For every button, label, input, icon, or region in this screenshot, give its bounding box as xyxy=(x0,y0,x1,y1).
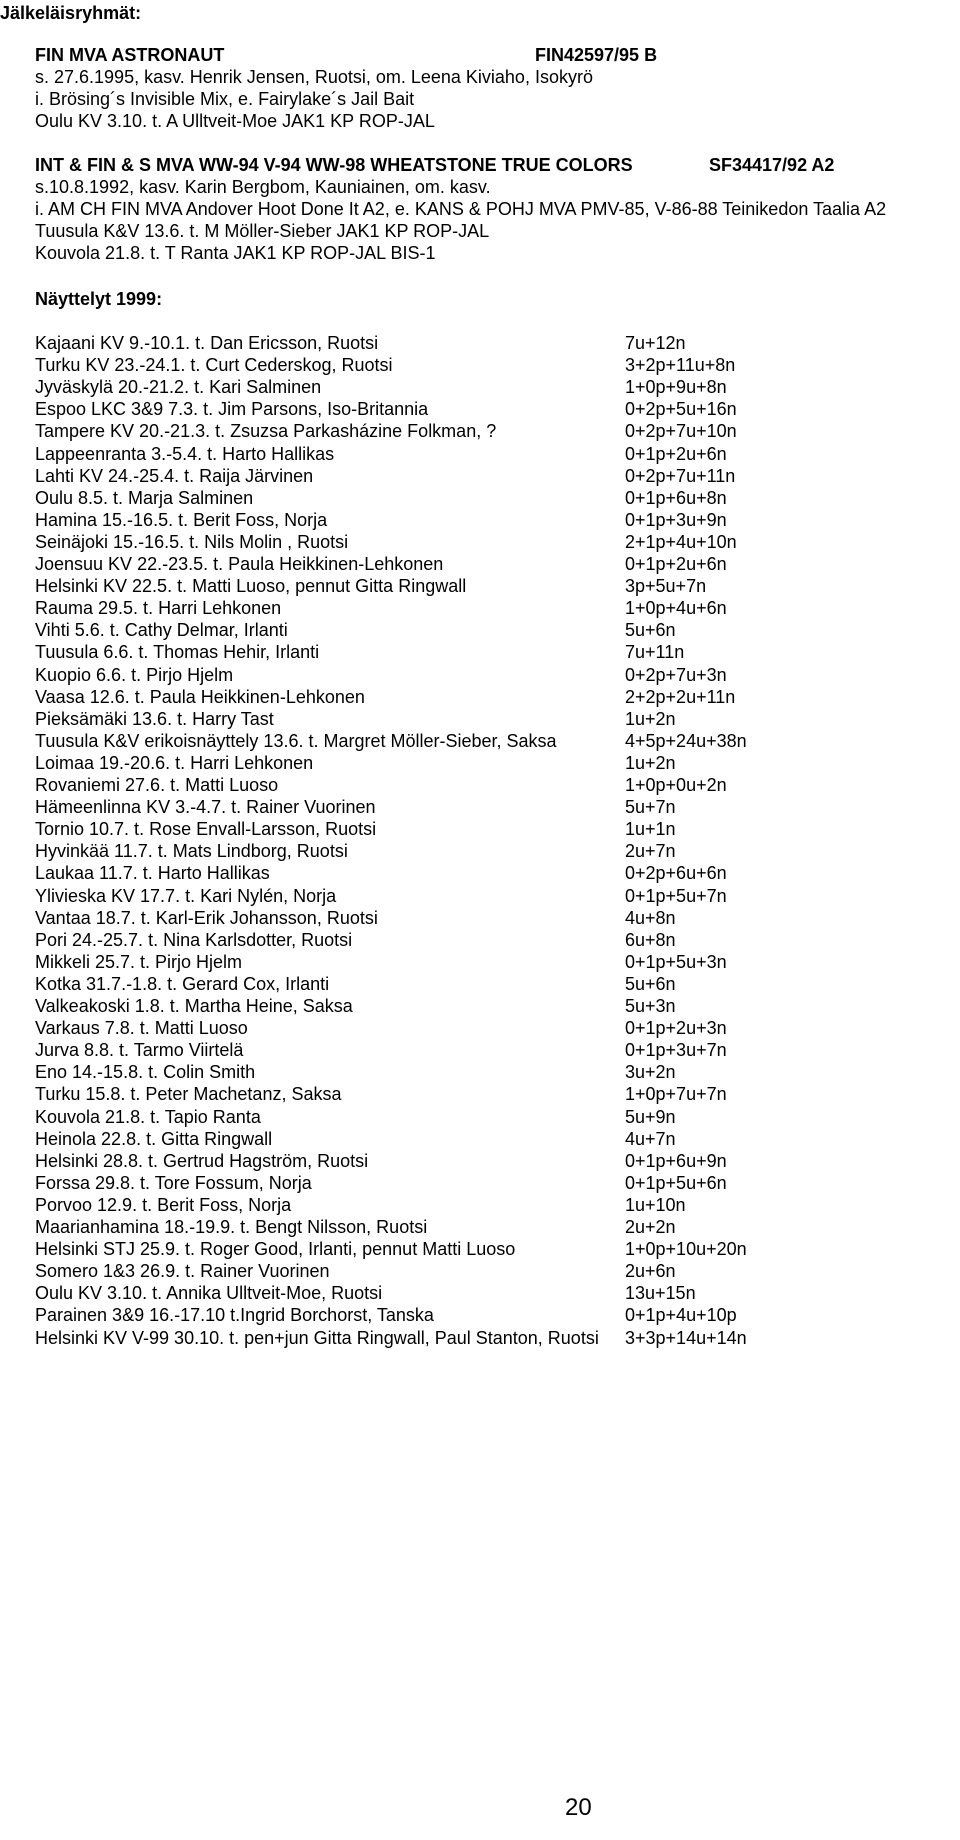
show-event: Kajaani KV 9.-10.1. t. Dan Ericsson, Ruotsi xyxy=(35,333,379,353)
show-event: Vantaa 18.7. t. Karl-Erik Johansson, Ruotsi xyxy=(35,908,378,928)
show-event: Turku KV 23.-24.1. t. Curt Cederskog, Ruotsi xyxy=(35,355,393,375)
show-event: Helsinki KV V-99 30.10. t. pen+jun Gitta Ringwall, Paul Stanton, Ruotsi xyxy=(35,1328,599,1348)
show-event: Helsinki 28.8. t. Gertrud Hagström, Ruotsi xyxy=(35,1151,369,1171)
show-event: Rauma 29.5. t. Harri Lehkonen xyxy=(35,598,282,618)
show-result: 4u+7n xyxy=(625,1129,676,1149)
show-result: 5u+6n xyxy=(625,974,676,994)
show-event: Hyvinkää 11.7. t. Mats Lindborg, Ruotsi xyxy=(35,841,348,861)
show-result: 3+3p+14u+14n xyxy=(625,1328,747,1348)
show-event: Mikkeli 25.7. t. Pirjo Hjelm xyxy=(35,952,243,972)
show-event: Tuusula K&V erikoisnäyttely 13.6. t. Margret Möller-Sieber, Saksa xyxy=(35,731,557,751)
show-event: Lahti KV 24.-25.4. t. Raija Järvinen xyxy=(35,466,314,486)
show-event: Seinäjoki 15.-16.5. t. Nils Molin , Ruotsi xyxy=(35,532,349,552)
show-event: Ylivieska KV 17.7. t. Kari Nylén, Norja xyxy=(35,886,337,906)
show-event: Porvoo 12.9. t. Berit Foss, Norja xyxy=(35,1195,292,1215)
show-event: Turku 15.8. t. Peter Machetanz, Saksa xyxy=(35,1084,342,1104)
show-event: Lappeenranta 3.-5.4. t. Harto Hallikas xyxy=(35,444,335,464)
show-result: 0+1p+2u+6n xyxy=(625,444,727,464)
dog-2-registration: SF34417/92 A2 xyxy=(709,155,835,175)
show-event: Varkaus 7.8. t. Matti Luoso xyxy=(35,1018,248,1038)
dog-1-info-line: Oulu KV 3.10. t. A Ulltveit-Moe JAK1 KP ROP-JAL xyxy=(35,111,435,131)
show-result: 0+1p+6u+9n xyxy=(625,1151,727,1171)
show-result: 2u+2n xyxy=(625,1217,676,1237)
show-result: 0+1p+4u+10p xyxy=(625,1305,737,1325)
show-event: Vaasa 12.6. t. Paula Heikkinen-Lehkonen xyxy=(35,687,365,707)
show-result: 5u+3n xyxy=(625,996,676,1016)
dog-1-info-line: s. 27.6.1995, kasv. Henrik Jensen, Ruotsi, om. Leena Kiviaho, Isokyrö xyxy=(35,67,593,87)
show-event: Espoo LKC 3&9 7.3. t. Jim Parsons, Iso-Britannia xyxy=(35,399,429,419)
dog-2-info-line: Kouvola 21.8. t. T Ranta JAK1 KP ROP-JAL BIS-1 xyxy=(35,243,436,263)
show-result: 1+0p+4u+6n xyxy=(625,598,727,618)
show-result: 4+5p+24u+38n xyxy=(625,731,747,751)
show-event: Kouvola 21.8. t. Tapio Ranta xyxy=(35,1107,261,1127)
show-result: 0+2p+6u+6n xyxy=(625,863,727,883)
show-result: 0+1p+2u+6n xyxy=(625,554,727,574)
show-result: 3u+2n xyxy=(625,1062,676,1082)
show-event: Oulu KV 3.10. t. Annika Ulltveit-Moe, Ruotsi xyxy=(35,1283,383,1303)
dog-1-name: FIN MVA ASTRONAUT xyxy=(35,45,225,65)
show-event: Tampere KV 20.-21.3. t. Zsuzsa Parkasházine Folkman, ? xyxy=(35,421,497,441)
dog-2-title-row xyxy=(35,154,835,176)
dog-1-registration: FIN42597/95 B xyxy=(535,45,658,65)
show-result: 6u+8n xyxy=(625,930,676,950)
dog-1-info-line: i. Brösing´s Invisible Mix, e. Fairylake´s Jail Bait xyxy=(35,89,415,109)
show-result: 2+2p+2u+11n xyxy=(625,687,736,707)
show-event: Heinola 22.8. t. Gitta Ringwall xyxy=(35,1129,273,1149)
show-result: 4u+8n xyxy=(625,908,676,928)
show-event: Forssa 29.8. t. Tore Fossum, Norja xyxy=(35,1173,312,1193)
page-number: 20 xyxy=(565,1794,592,1821)
show-event: Laukaa 11.7. t. Harto Hallikas xyxy=(35,863,270,883)
show-result: 5u+7n xyxy=(625,797,676,817)
show-event: Jurva 8.8. t. Tarmo Viirtelä xyxy=(35,1040,244,1060)
show-event: Hamina 15.-16.5. t. Berit Foss, Norja xyxy=(35,510,328,530)
show-event: Pieksämäki 13.6. t. Harry Tast xyxy=(35,709,274,729)
show-event: Maarianhamina 18.-19.9. t. Bengt Nilsson, Ruotsi xyxy=(35,1217,428,1237)
show-result: 0+2p+7u+3n xyxy=(625,665,727,685)
dog-1-title-row xyxy=(35,44,658,66)
show-result: 1u+1n xyxy=(625,819,676,839)
dog-2-info-line: s.10.8.1992, kasv. Karin Bergbom, Kauniainen, om. kasv. xyxy=(35,177,491,197)
show-result: 1+0p+0u+2n xyxy=(625,775,727,795)
show-result: 0+1p+5u+3n xyxy=(625,952,727,972)
dog-2-info-line: Tuusula K&V 13.6. t. M Möller-Sieber JAK1 KP ROP-JAL xyxy=(35,221,490,241)
show-result: 5u+9n xyxy=(625,1107,676,1127)
show-result: 0+2p+7u+11n xyxy=(625,466,736,486)
show-result: 1u+2n xyxy=(625,753,676,773)
show-result: 0+1p+6u+8n xyxy=(625,488,727,508)
show-result: 13u+15n xyxy=(625,1283,696,1303)
dog-2-name: INT & FIN & S MVA WW-94 V-94 WW-98 WHEATSTONE TRUE COLORS xyxy=(35,155,633,175)
show-result: 2u+6n xyxy=(625,1261,676,1281)
show-event: Valkeakoski 1.8. t. Martha Heine, Saksa xyxy=(35,996,353,1016)
show-result: 3+2p+11u+8n xyxy=(625,355,736,375)
show-event: Vihti 5.6. t. Cathy Delmar, Irlanti xyxy=(35,620,288,640)
show-result: 0+1p+5u+7n xyxy=(625,886,727,906)
show-result: 0+1p+3u+9n xyxy=(625,510,727,530)
show-event: Helsinki KV 22.5. t. Matti Luoso, pennut Gitta Ringwall xyxy=(35,576,467,596)
show-result: 0+1p+2u+3n xyxy=(625,1018,727,1038)
show-result: 0+2p+5u+16n xyxy=(625,399,737,419)
show-event: Tuusula 6.6. t. Thomas Hehir, Irlanti xyxy=(35,642,320,662)
show-result: 0+1p+3u+7n xyxy=(625,1040,727,1060)
show-result: 0+1p+5u+6n xyxy=(625,1173,727,1193)
show-event: Loimaa 19.-20.6. t. Harri Lehkonen xyxy=(35,753,314,773)
show-event: Kuopio 6.6. t. Pirjo Hjelm xyxy=(35,665,234,685)
show-result: 0+2p+7u+10n xyxy=(625,421,737,441)
show-event: Eno 14.-15.8. t. Colin Smith xyxy=(35,1062,256,1082)
show-event: Somero 1&3 26.9. t. Rainer Vuorinen xyxy=(35,1261,330,1281)
show-result: 1+0p+7u+7n xyxy=(625,1084,727,1104)
show-result: 2+1p+4u+10n xyxy=(625,532,737,552)
show-event: Tornio 10.7. t. Rose Envall-Larsson, Ruotsi xyxy=(35,819,377,839)
show-event: Joensuu KV 22.-23.5. t. Paula Heikkinen-Lehkonen xyxy=(35,554,444,574)
show-result: 7u+11n xyxy=(625,642,685,662)
show-result: 3p+5u+7n xyxy=(625,576,707,596)
show-event: Helsinki STJ 25.9. t. Roger Good, Irlanti, pennut Matti Luoso xyxy=(35,1239,516,1259)
show-result: 2u+7n xyxy=(625,841,676,861)
show-event: Rovaniemi 27.6. t. Matti Luoso xyxy=(35,775,279,795)
show-event: Kotka 31.7.-1.8. t. Gerard Cox, Irlanti xyxy=(35,974,330,994)
show-result: 1u+2n xyxy=(625,709,676,729)
show-event: Jyväskylä 20.-21.2. t. Kari Salminen xyxy=(35,377,322,397)
show-event: Parainen 3&9 16.-17.10 t.Ingrid Borchorst, Tanska xyxy=(35,1305,434,1325)
show-result: 1u+10n xyxy=(625,1195,686,1215)
show-result: 1+0p+9u+8n xyxy=(625,377,727,397)
show-event: Hämeenlinna KV 3.-4.7. t. Rainer Vuorinen xyxy=(35,797,376,817)
show-result: 7u+12n xyxy=(625,333,686,353)
show-result: 1+0p+10u+20n xyxy=(625,1239,747,1259)
show-event: Pori 24.-25.7. t. Nina Karlsdotter, Ruotsi xyxy=(35,930,353,950)
dog-2-info-line: i. AM CH FIN MVA Andover Hoot Done It A2, e. KANS & POHJ MVA PMV-85, V-86-88 Teinikedon Taalia A2 xyxy=(35,199,887,219)
show-event: Oulu 8.5. t. Marja Salminen xyxy=(35,488,254,508)
section-title: Jälkeläisryhmät: xyxy=(0,3,142,23)
shows-title: Näyttelyt 1999: xyxy=(35,289,163,309)
show-result: 5u+6n xyxy=(625,620,676,640)
